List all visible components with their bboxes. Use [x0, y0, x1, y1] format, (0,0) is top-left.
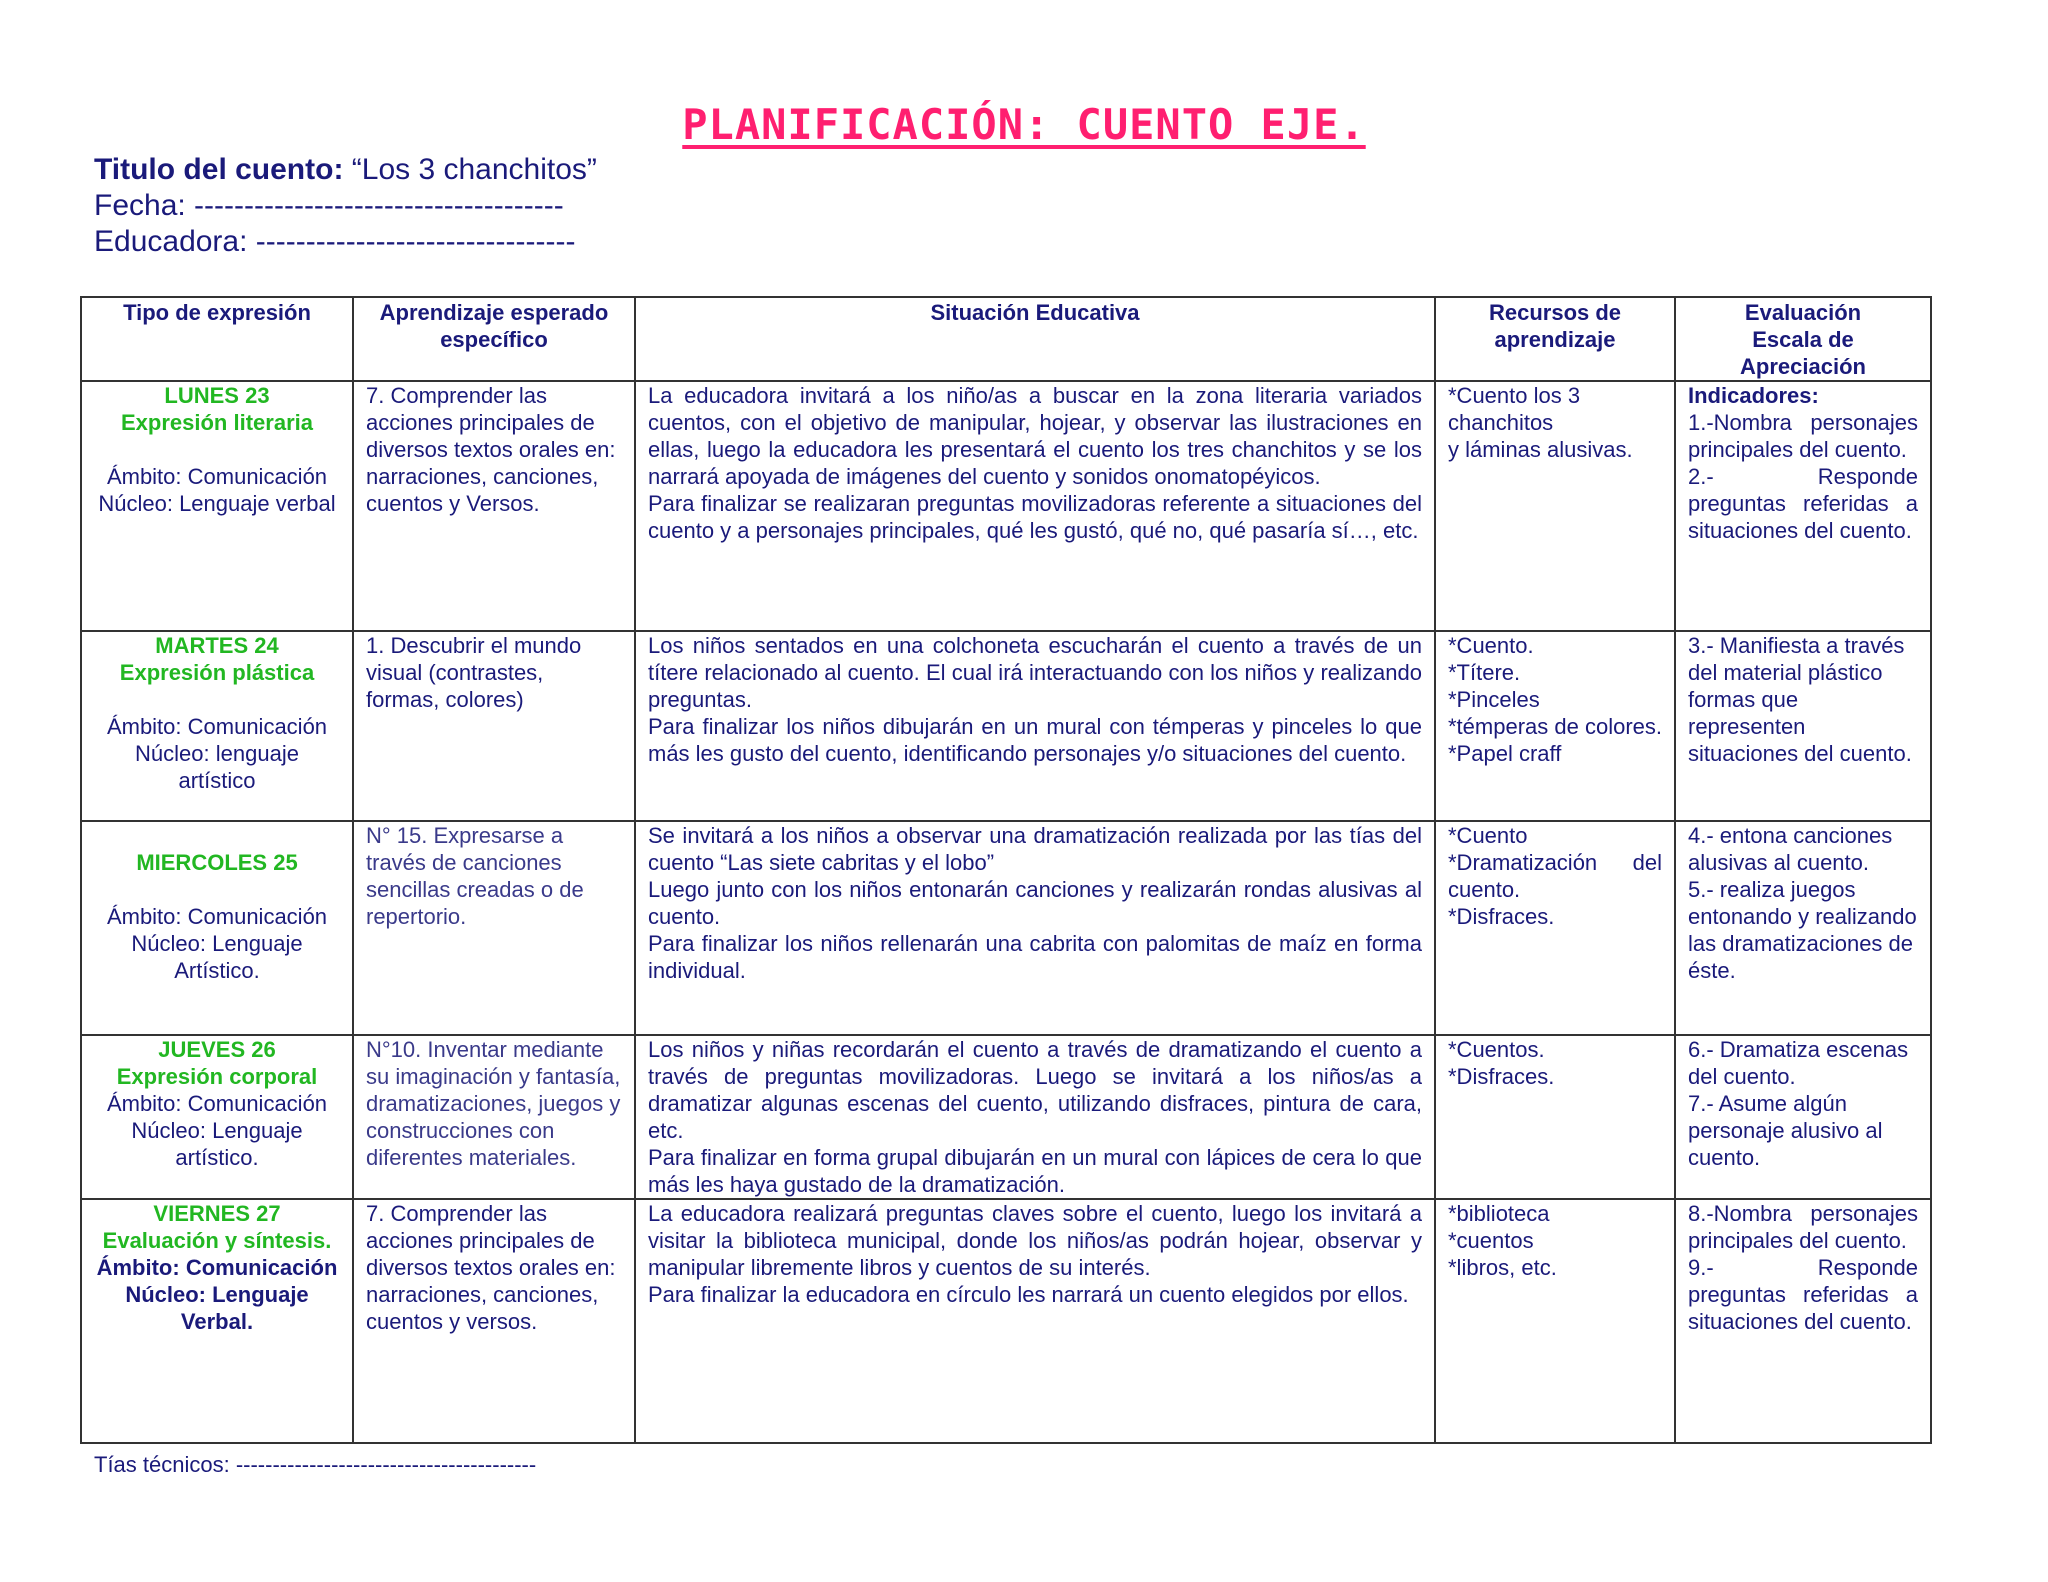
day-cell [81, 1035, 353, 1199]
learning-cell: 1. Descubrir el mundo visual (contrastes, formas, colores) [353, 631, 635, 821]
learning-cell: 7. Comprender las acciones principales de diversos textos orales en: narraciones, canciones, cuentos y Versos. [353, 381, 635, 631]
expression-label: Expresión corporal [116, 1064, 318, 1089]
indicator-item: 2.- Responde preguntas referidas a situaciones del cuento. [1688, 464, 1918, 543]
story-title-label: Titulo del cuento: [94, 153, 344, 186]
spacer [94, 436, 340, 463]
resource-item: *Papel craff [1448, 741, 1562, 766]
table-row [81, 381, 1931, 631]
indicator-item: 8.-Nombra personajes principales del cuento. [1688, 1201, 1918, 1253]
resource-item: *Cuento. [1448, 633, 1534, 658]
header-evaluacion-line-3: Apreciación [1740, 354, 1866, 379]
table-row [81, 1199, 1931, 1443]
spacer [94, 686, 340, 713]
day-label: JUEVES 26 [158, 1037, 276, 1062]
educator-line: Educadora: -------------------------------- [94, 225, 576, 258]
resource-item: *Cuento los 3 chanchitos [1448, 383, 1581, 435]
resource-item: y láminas alusivas. [1448, 437, 1633, 462]
table-row [81, 1035, 1931, 1199]
header-evaluacion [1675, 297, 1931, 381]
situation-paragraph: Para finalizar en forma grupal dibujarán en un mural con lápices de cera lo que más les haya gustado de la dramatización. [648, 1145, 1422, 1197]
nucleo-text: Núcleo: Lenguaje verbal [98, 491, 336, 516]
indicator-item: 1.-Nombra personajes principales del cuento. [1688, 410, 1918, 462]
indicators-heading: Indicadores: [1688, 383, 1819, 408]
resource-item: *Disfraces. [1448, 904, 1555, 929]
header-situacion: Situación Educativa [635, 297, 1435, 381]
situation-paragraph: Para finalizar la educadora en círculo les narrará un cuento elegidos por ellos. [648, 1282, 1409, 1307]
day-label: LUNES 23 [164, 383, 270, 408]
indicator-item: 5.- realiza juegos entonando y realizando las dramatizaciones de éste. [1688, 877, 1917, 983]
resource-item: *cuentos [1448, 1228, 1534, 1253]
ambito-text: Ámbito: Comunicación [106, 714, 328, 739]
situation-paragraph: Para finalizar se realizaran preguntas movilizadoras referente a situaciones del cuento y a personajes principales, qué les gustó, qué no, qué pasaría sí…, etc. [648, 491, 1422, 543]
situation-paragraph: Luego junto con los niños entonarán canciones y realizarán rondas alusivas al cuento. [648, 877, 1422, 929]
indicator-item: 3.- Manifiesta a través del material plástico formas que representen situaciones del cuento. [1688, 633, 1912, 766]
learning-cell: 7. Comprender las acciones principales de diversos textos orales en: narraciones, canciones, cuentos y versos. [353, 1199, 635, 1443]
date-line: Fecha: ------------------------------------- [94, 189, 564, 222]
resource-item: *Dramatización del cuento. [1448, 850, 1662, 902]
day-label: MIERCOLES 25 [136, 850, 298, 875]
resource-item: *Pinceles [1448, 687, 1540, 712]
resources-cell [1435, 1035, 1675, 1199]
resource-item: *Títere. [1448, 660, 1521, 685]
situation-cell [635, 1035, 1435, 1199]
situation-cell [635, 381, 1435, 631]
story-title-line [94, 152, 597, 188]
ambito-text: Ámbito: Comunicación [106, 464, 328, 489]
header-aprendizaje-line-1: Aprendizaje esperado [379, 300, 609, 325]
spacer [94, 876, 340, 903]
day-cell [81, 821, 353, 1035]
situation-paragraph: Los niños sentados en una colchoneta escucharán el cuento a través de un títere relacionado al cuento. El cual irá interactuando con los niños y realizando preguntas. [648, 633, 1422, 712]
nucleo-text: Núcleo: lenguaje artístico [135, 741, 299, 793]
resource-item: *biblioteca [1448, 1201, 1550, 1226]
expression-label: Expresión literaria [121, 410, 313, 435]
header-evaluacion-line-2: Escala de [1752, 327, 1854, 352]
header-aprendizaje [353, 297, 635, 381]
planning-table [80, 296, 1932, 1444]
evaluation-cell [1675, 1199, 1931, 1443]
indicator-item: 9.- Responde preguntas referidas a situaciones del cuento. [1688, 1255, 1918, 1334]
header-tipo: Tipo de expresión [81, 297, 353, 381]
situation-paragraph: La educadora invitará a los niño/as a buscar en la zona literaria variados cuentos, con el objetivo de manipular, hojear, y observar las ilustraciones en ellas, luego la educadora les presentará el cuento los tres chanchitos y se los narrará apoyada de imágenes del cuento y sonidos onomatopéyicos. [648, 383, 1422, 489]
resources-cell [1435, 821, 1675, 1035]
situation-paragraph: Los niños y niñas recordarán el cuento a través de dramatizando el cuento a través de preguntas movilizadoras. Luego se invitará a los niños/as a dramatizar algunas escenas del cuento, utilizando disfraces, pintura de cara, etc. [648, 1037, 1422, 1143]
table-header-row [81, 297, 1931, 381]
situation-paragraph: Se invitará a los niños a observar una dramatización realizada por las tías del cuento “Las siete cabritas y el lobo” [648, 823, 1422, 875]
evaluation-cell [1675, 631, 1931, 821]
ambito-text: Ámbito: Comunicación [106, 904, 328, 929]
situation-paragraph: Para finalizar los niños dibujarán en un mural con témperas y pinceles lo que más les gusto del cuento, identificando personajes y/o situaciones del cuento. [648, 714, 1422, 766]
ambito-text: Ámbito: Comunicación [106, 1091, 328, 1116]
resource-item: *Cuento [1448, 823, 1528, 848]
table-row [81, 631, 1931, 821]
learning-cell: N° 15. Expresarse a través de canciones sencillas creadas o de repertorio. [353, 821, 635, 1035]
day-cell [81, 381, 353, 631]
evaluation-cell [1675, 381, 1931, 631]
evaluation-cell [1675, 821, 1931, 1035]
header-recursos-line-1: Recursos de [1488, 300, 1622, 325]
day-label: MARTES 24 [155, 633, 279, 658]
nucleo-text: Núcleo: Lenguaje Artístico. [131, 931, 303, 983]
header-aprendizaje-line-2: específico [440, 327, 548, 352]
footer-technicians: Tías técnicos: ----------------------------------------- [94, 1452, 537, 1477]
situation-cell [635, 821, 1435, 1035]
resource-item: *libros, etc. [1448, 1255, 1557, 1280]
situation-paragraph: La educadora realizará preguntas claves sobre el cuento, luego los invitará a visitar la biblioteca municipal, donde los niños/as podrán hojear, observar y manipular libremente libros y cuentos de su interés. [648, 1201, 1422, 1280]
spacer [94, 822, 340, 849]
nucleo-text: Núcleo: Lenguaje artístico. [131, 1118, 303, 1170]
table-row [81, 821, 1931, 1035]
header-evaluacion-line-1: Evaluación [1744, 300, 1862, 325]
nucleo-text: Núcleo: Lenguaje Verbal. [125, 1282, 309, 1334]
expression-label: Expresión plástica [119, 660, 315, 685]
ambito-text: Ámbito: Comunicación [96, 1255, 338, 1280]
situation-cell [635, 1199, 1435, 1443]
indicator-item: 7.- Asume algún personaje alusivo al cuento. [1688, 1091, 1883, 1170]
story-title-value: “Los 3 chanchitos” [343, 153, 597, 186]
resource-item: *Disfraces. [1448, 1064, 1555, 1089]
day-label: VIERNES 27 [153, 1201, 281, 1226]
page-title: PLANIFICACIÓN: CUENTO EJE. [682, 100, 1366, 149]
day-cell [81, 1199, 353, 1443]
resources-cell [1435, 1199, 1675, 1443]
learning-cell: N°10. Inventar mediante su imaginación y fantasía, dramatizaciones, juegos y construcciones con diferentes materiales. [353, 1035, 635, 1199]
situation-cell [635, 631, 1435, 821]
resources-cell [1435, 631, 1675, 821]
situation-paragraph: Para finalizar los niños rellenarán una cabrita con palomitas de maíz en forma individual. [648, 931, 1422, 983]
indicator-item: 6.- Dramatiza escenas del cuento. [1688, 1037, 1909, 1089]
header-recursos-line-2: aprendizaje [1494, 327, 1616, 352]
resource-item: *témperas de colores. [1448, 714, 1662, 739]
evaluation-cell [1675, 1035, 1931, 1199]
day-cell [81, 631, 353, 821]
resources-cell [1435, 381, 1675, 631]
expression-label: Evaluación y síntesis. [102, 1228, 332, 1253]
header-recursos [1435, 297, 1675, 381]
resource-item: *Cuentos. [1448, 1037, 1545, 1062]
indicator-item: 4.- entona canciones alusivas al cuento. [1688, 823, 1893, 875]
